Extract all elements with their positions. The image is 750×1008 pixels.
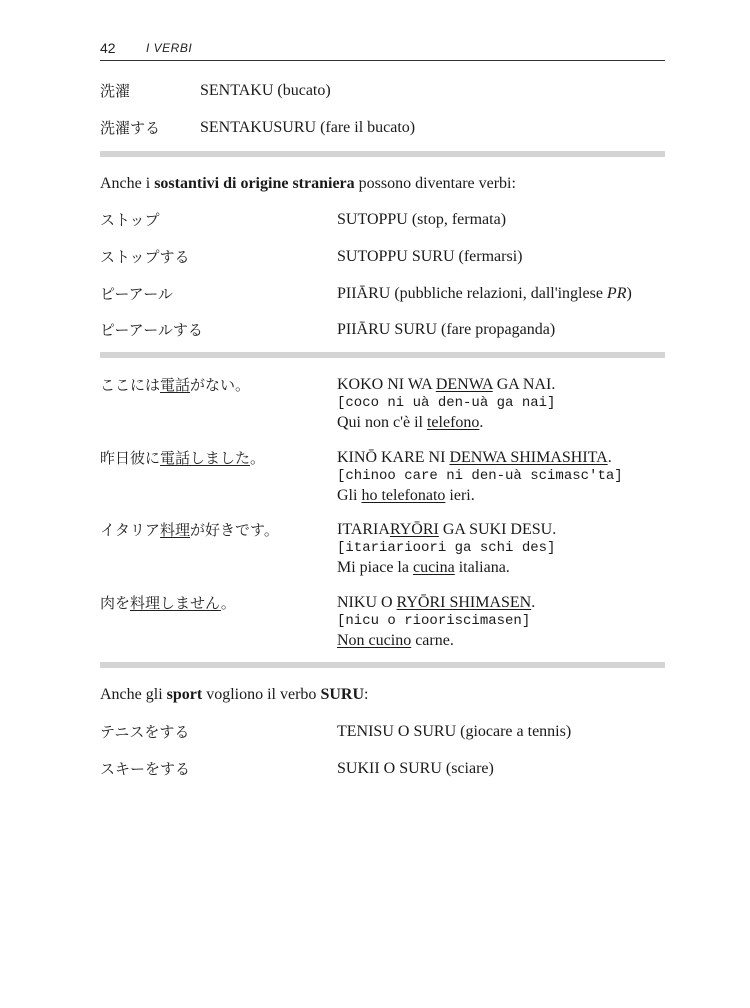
- example-pronunciation: [nicu o riooriscimasen]: [337, 613, 531, 629]
- intro-text: vogliono il verbo: [202, 686, 321, 703]
- example-jp: [100, 375, 250, 395]
- romaji-underlined: RYŌRI: [389, 521, 439, 538]
- term-it-sutoppu-suru: SUTOPPU SURU (fermarsi): [337, 248, 523, 265]
- term-jp-tenisu: テニスをする: [100, 723, 190, 741]
- jp-text: がない。: [190, 376, 251, 394]
- running-header: [100, 38, 665, 60]
- jp-text: 昨日彼に: [100, 449, 161, 467]
- term-italic: PR: [606, 285, 627, 302]
- translation-text: carne.: [411, 632, 454, 649]
- header-rule: [100, 60, 665, 61]
- example-jp: [100, 448, 265, 468]
- romaji-underlined: RYŌRI SHIMASEN: [396, 594, 532, 611]
- intro-sport: [100, 685, 368, 705]
- example-romaji: [337, 448, 623, 467]
- term-it-sukii: SUKII O SURU (sciare): [337, 760, 494, 777]
- jp-text: イタリア: [100, 521, 161, 539]
- intro-text: possono diventare verbi:: [354, 175, 516, 192]
- romaji-text: .: [531, 594, 536, 611]
- example-block: [337, 448, 623, 505]
- term-jp-sutoppu: ストップ: [100, 211, 160, 229]
- term-it-sentaku: SENTAKU (bucato): [200, 82, 331, 99]
- term-it-tenisu: TENISU O SURU (giocare a tennis): [337, 723, 572, 740]
- jp-text: ここには: [100, 376, 161, 394]
- jp-text: 肉を: [100, 594, 131, 612]
- translation-underlined: ho telefonato: [361, 487, 446, 504]
- term-text: PIIĀRU (pubbliche relazioni, dall'inglese: [337, 285, 607, 302]
- term-it-sentakusuru: SENTAKUSURU (fare il bucato): [200, 119, 416, 136]
- translation-text: Gli: [337, 487, 362, 504]
- term-jp-piiaru: ピーアール: [100, 285, 173, 303]
- translation-text: .: [479, 414, 484, 431]
- term-jp-piiaru-suru: ピーアールする: [100, 321, 203, 339]
- jp-text: 。: [250, 449, 266, 467]
- example-translation: [337, 486, 623, 505]
- example-translation: [337, 558, 556, 577]
- section-divider: [100, 352, 665, 358]
- example-romaji: [337, 375, 555, 394]
- jp-underlined: 料理: [160, 521, 191, 539]
- example-pronunciation: [coco ni uà den-uà ga nai]: [337, 395, 556, 411]
- term-text: ): [626, 285, 632, 302]
- intro-text: Anche gli: [100, 686, 167, 703]
- example-pronunciation: [itariarioori ga schi des]: [337, 540, 556, 556]
- term-it-piiaru: [337, 284, 632, 304]
- intro-text: Anche i: [100, 175, 155, 192]
- romaji-text: .: [607, 449, 612, 466]
- jp-underlined: 料理しません: [130, 594, 221, 612]
- romaji-text: KOKO NI WA: [337, 376, 436, 393]
- example-block: [337, 520, 556, 577]
- example-block: [337, 593, 535, 650]
- romaji-text: ITARIA: [337, 521, 390, 538]
- translation-text: italiana.: [454, 559, 510, 576]
- translation-underlined: telefono: [426, 414, 480, 431]
- term-it-piiaru-suru: PIIĀRU SURU (fare propaganda): [337, 321, 556, 338]
- translation-text: Mi piace la: [337, 559, 413, 576]
- intro-bold: SURU: [320, 686, 364, 703]
- example-romaji: [337, 520, 556, 539]
- jp-text: 。: [220, 594, 236, 612]
- translation-text: Qui non c'è il: [337, 414, 427, 431]
- term-jp-sentaku: 洗濯: [100, 82, 131, 100]
- example-translation: [337, 631, 535, 650]
- romaji-text: GA NAI.: [492, 376, 556, 393]
- romaji-text: GA SUKI DESU.: [438, 521, 557, 538]
- example-translation: [337, 413, 555, 432]
- romaji-text: NIKU O: [337, 594, 397, 611]
- section-divider: [100, 662, 665, 668]
- translation-text: ieri.: [445, 487, 475, 504]
- romaji-underlined: DENWA: [435, 376, 493, 393]
- term-jp-sukii: スキーをする: [100, 760, 191, 778]
- example-block: [337, 375, 555, 432]
- intro-text: :: [364, 686, 369, 703]
- jp-underlined: 電話: [160, 376, 191, 394]
- translation-underlined: Non cucino: [337, 632, 412, 649]
- jp-text: が好きです。: [190, 521, 279, 539]
- intro-bold: sport: [166, 686, 203, 703]
- section-divider: [100, 151, 665, 157]
- romaji-text: KINŌ KARE NI: [337, 449, 450, 466]
- term-jp-sutoppu-suru: ストップする: [100, 248, 190, 266]
- term-jp-sentakusuru: 洗濯する: [100, 119, 161, 137]
- example-jp: [100, 593, 236, 613]
- page-number: 42: [100, 40, 116, 56]
- romaji-underlined: DENWA SHIMASHITA: [449, 449, 608, 466]
- example-jp: [100, 520, 279, 540]
- section-title: I VERBI: [146, 41, 193, 55]
- example-romaji: [337, 593, 535, 612]
- translation-underlined: cucina: [412, 559, 455, 576]
- intro-bold: sostantivi di origine straniera: [154, 175, 355, 192]
- intro-foreign-nouns: [100, 174, 516, 194]
- term-it-sutoppu: SUTOPPU (stop, fermata): [337, 211, 507, 228]
- example-pronunciation: [chinoo care ni den-uà scimasc'ta]: [337, 468, 623, 484]
- jp-underlined: 電話しました: [160, 449, 251, 467]
